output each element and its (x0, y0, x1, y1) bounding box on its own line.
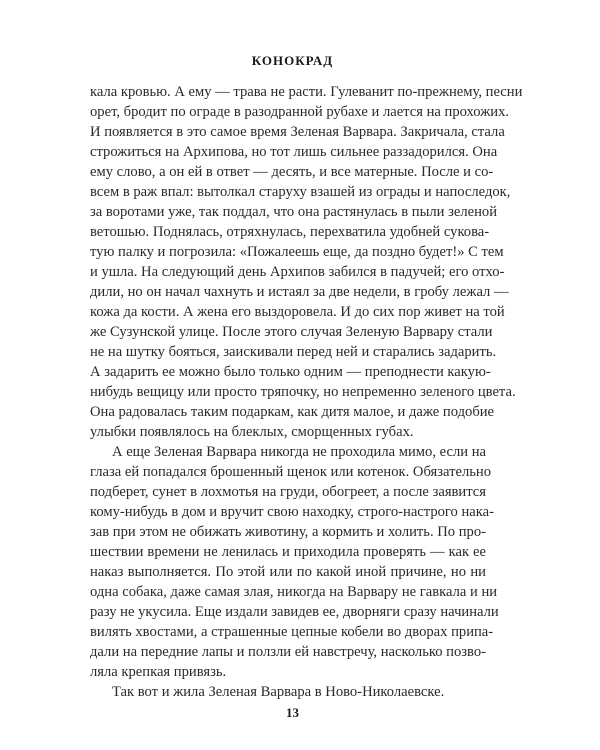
text-line: кожа да кости. А жена его выздоровела. И до сих пор живет на той (90, 304, 505, 320)
text-line: подберет, сунет в лохмотья на груди, обогреет, а после заявится (90, 484, 486, 500)
text-line: дали на передние лапы и ползли ей навстречу, насколько позво- (90, 644, 486, 660)
text-line: ему слово, а он ей в ответ — десять, и все матерные. После и со- (90, 164, 494, 180)
text-line: одна собака, даже самая злая, никогда на Варвару не гавкала и ни (90, 584, 498, 600)
text-line: И появляется в это самое время Зеленая Варвара. Закричала, стала (90, 124, 505, 140)
text-line: А еще Зеленая Варвара никогда не проходила мимо, если на (112, 444, 486, 460)
text-line: Так вот и жила Зеленая Варвара в Ново-Николаевске. (112, 684, 445, 700)
text-line: кому-нибудь в дом и вручит свою находку, строго-настрого нака- (90, 504, 494, 520)
text-line: глаза ей попадался брошенный щенок или котенок. Обязательно (90, 464, 491, 480)
text-line: наказ выполняется. По этой или по какой иной причине, но ни (90, 564, 486, 580)
text-line: кала кровью. А ему — трава не расти. Гулеванит по-прежнему, песни (90, 84, 523, 100)
text-line: ляла крепкая привязь. (90, 664, 227, 680)
text-line: разу не укусила. Еще издали завидев ее, дворняги сразу начинали (90, 604, 499, 620)
text-line: за воротами уже, так поддал, что она растянулась в пыли зеленой (90, 204, 498, 220)
text-line: зав при этом не обижать животину, а кормить и холить. По про- (90, 524, 486, 540)
text-line: строжиться на Архипова, но тот лишь сильнее раззадорился. Она (90, 144, 498, 160)
text-line: А задарить ее можно было только одним — преподнести какую- (90, 364, 491, 380)
text-line: Она радовалась таким подаркам, как дитя малое, и даже подобие (90, 404, 495, 420)
text-line: орет, бродит по ограде в разодранной рубахе и лается на прохожих. (90, 104, 510, 120)
text-line: улыбки появлялось на блеклых, сморщенных губах. (90, 424, 414, 440)
text-line: вилять хвостами, а страшенные цепные кобели во дворах припа- (90, 624, 494, 640)
text-line: не на шутку бояться, заискивали перед ней и старались задарить. (90, 344, 497, 360)
body-text (90, 82, 523, 702)
text-line: шествии времени не ленилась и приходила проверять — как ее (90, 544, 486, 560)
text-line: же Сузунской улице. После этого случая Зеленую Варвару стали (90, 324, 493, 340)
running-title: КОНОКРАД (251, 53, 334, 68)
text-line: ветошью. Поднялась, отряхнулась, перехватила удобней сукова- (90, 224, 490, 240)
page-number: 13 (286, 705, 299, 720)
text-line: всем в раж впал: вытолкал старуху взашей из ограды и напоследок, (90, 184, 511, 200)
text-line: и ушла. На следующий день Архипов забился в падучей; его отхо- (90, 264, 505, 280)
text-line: тую палку и погрозила: «Пожалеешь еще, да поздно будет!» С тем (90, 244, 504, 260)
text-line: дили, но он начал чахнуть и истаял за две недели, в гробу лежал — (90, 284, 509, 300)
text-line: нибудь вещицу или просто тряпочку, но непременно зеленого цвета. (90, 384, 516, 400)
